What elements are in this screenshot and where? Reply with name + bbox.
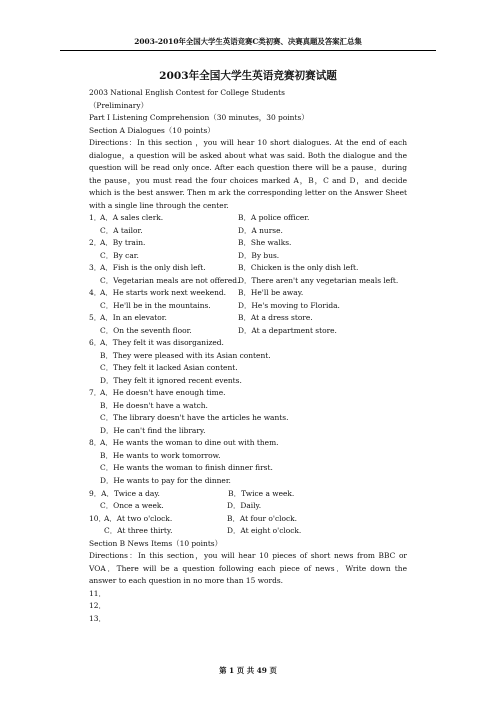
option-line (89, 475, 407, 488)
option-a: A．A sales clerk. (100, 213, 164, 223)
option-c: C．A tailor. (100, 225, 143, 235)
question-number: 10． (89, 513, 106, 523)
page-title: 2003年全国大学生英语竞赛初赛试题 (159, 70, 337, 82)
option-b: B．Twice a week. (228, 488, 295, 498)
option-line (89, 362, 407, 375)
option-line (89, 375, 407, 388)
option-b: B．A police officer. (238, 213, 310, 223)
option-text: A．He wants the woman to dine out with them. (100, 438, 279, 448)
option-line (89, 400, 407, 413)
option-a: A．He starts work next weekend. (100, 288, 227, 298)
option-c: C．By car. (100, 250, 139, 260)
option-b: B．At a dress store. (238, 313, 313, 323)
directions-b: Directions：In this section，you will hear 10 pieces of short news from BBC or VOA．There will be a question following each piece of news．Write down the answer to each question in no more than 15 words. (89, 551, 407, 586)
question-row (89, 225, 407, 238)
question-number: 7． (89, 388, 102, 398)
option-text: C．He wants the woman to finish dinner first. (100, 463, 273, 473)
option-a: A．In an elevator. (100, 313, 167, 323)
question-number: 8． (89, 438, 102, 448)
answer-blank-13: 13． (89, 613, 106, 623)
option-text: B．He wants to work tomorrow. (100, 450, 221, 460)
option-d: D．At a department store. (238, 325, 337, 335)
option-line (89, 387, 407, 400)
option-c: C．At three thirty. (104, 526, 173, 536)
option-line (89, 425, 407, 438)
option-c: C．Once a week. (100, 501, 164, 511)
question-number: 4． (89, 288, 102, 298)
question-row (89, 262, 407, 275)
question-number: 2． (89, 238, 102, 248)
option-line (89, 450, 407, 463)
question-number: 3． (89, 263, 102, 273)
question-row (89, 212, 407, 225)
document-body (89, 87, 407, 625)
option-text: D．He wants to pay for the dinner. (100, 475, 231, 485)
option-text: B．They were pleased with its Asian content. (100, 350, 271, 360)
question-number: 1． (89, 213, 102, 223)
section-b-heading: Section B News Items（10 points） (89, 538, 223, 548)
option-c: C．He'll be in the mountains. (100, 300, 211, 310)
option-text: C．The library doesn't have the articles he wants. (100, 413, 289, 423)
option-line (89, 412, 407, 425)
option-b: B．At four o'clock. (227, 513, 298, 523)
option-d: D．A nurse. (238, 225, 283, 235)
option-line (89, 462, 407, 475)
option-d: D．Daily. (227, 501, 262, 511)
option-a: A．Twice a day. (101, 488, 160, 498)
question-row (89, 312, 407, 325)
questions-6-8 (89, 337, 407, 487)
option-text: B．He doesn't have a watch. (100, 400, 208, 410)
question-10 (89, 513, 407, 538)
option-text: D．They felt it ignored recent events. (100, 375, 242, 385)
questions-1-5 (89, 212, 407, 337)
option-text: A．They felt it was disorganized. (100, 338, 224, 348)
option-b: B．He'll be away. (238, 288, 304, 298)
option-a: A．At two o'clock. (104, 513, 173, 523)
option-d: D．He's moving to Florida. (238, 300, 340, 310)
option-text: A．He doesn't have enough time. (100, 388, 226, 398)
question-row (89, 287, 407, 300)
question-row (89, 325, 407, 338)
option-text: C．They felt it lacked Asian content. (100, 363, 238, 373)
option-b: B．Chicken is the only dish left. (238, 263, 359, 273)
answer-blank-12: 12． (89, 601, 106, 611)
question-row (89, 275, 407, 288)
option-d: D．There aren't any vegetarian meals left. (238, 275, 399, 285)
option-text: D．He can't find the library. (100, 425, 206, 435)
question-row (89, 300, 407, 313)
option-line (89, 337, 407, 350)
option-c: C．On the seventh floor. (100, 325, 192, 335)
question-number: 5． (89, 313, 102, 323)
question-row (89, 250, 407, 263)
option-d: D．At eight o'clock. (227, 526, 302, 536)
section-a-heading: Section A Dialogues（10 points） (89, 125, 215, 135)
question-number: 6． (89, 338, 102, 348)
question-row (89, 237, 407, 250)
option-a: A．Fish is the only dish left. (100, 263, 206, 273)
preliminary-label: （Preliminary） (89, 100, 149, 110)
directions-a: Directions：In this section ，you will hear 10 short dialogues. At the end of each dialogue，a question will be asked about what was said. Both the dialogue and the question will be read only once. After each question there will be a pause．during the pause，you must read the four choices marked A，B，C and D，and decide which is the best answer. Then m ark the corresponding letter on the Answer Sheet with a single line through the center. (89, 138, 407, 210)
running-header: 2003-2010年全国大学生英语竞赛C类初赛、决赛真题及答案汇总集 (60, 36, 436, 51)
page-number: 第 1 页 共 49 页 (219, 666, 277, 675)
option-c: C．Vegetarian meals are not offered. (100, 275, 240, 285)
option-line (89, 350, 407, 363)
question-number: 9． (89, 488, 102, 498)
option-d: D．By bus. (238, 250, 280, 260)
option-a: A．By train. (100, 238, 146, 248)
option-b: B．She walks. (238, 238, 292, 248)
contest-name: 2003 National English Contest for College Students (89, 88, 285, 97)
question-9 (89, 488, 407, 513)
option-line (89, 437, 407, 450)
answer-blank-11: 11． (89, 588, 106, 598)
part-heading: Part I Listening Comprehension（30 minutes，30 points） (89, 113, 309, 123)
